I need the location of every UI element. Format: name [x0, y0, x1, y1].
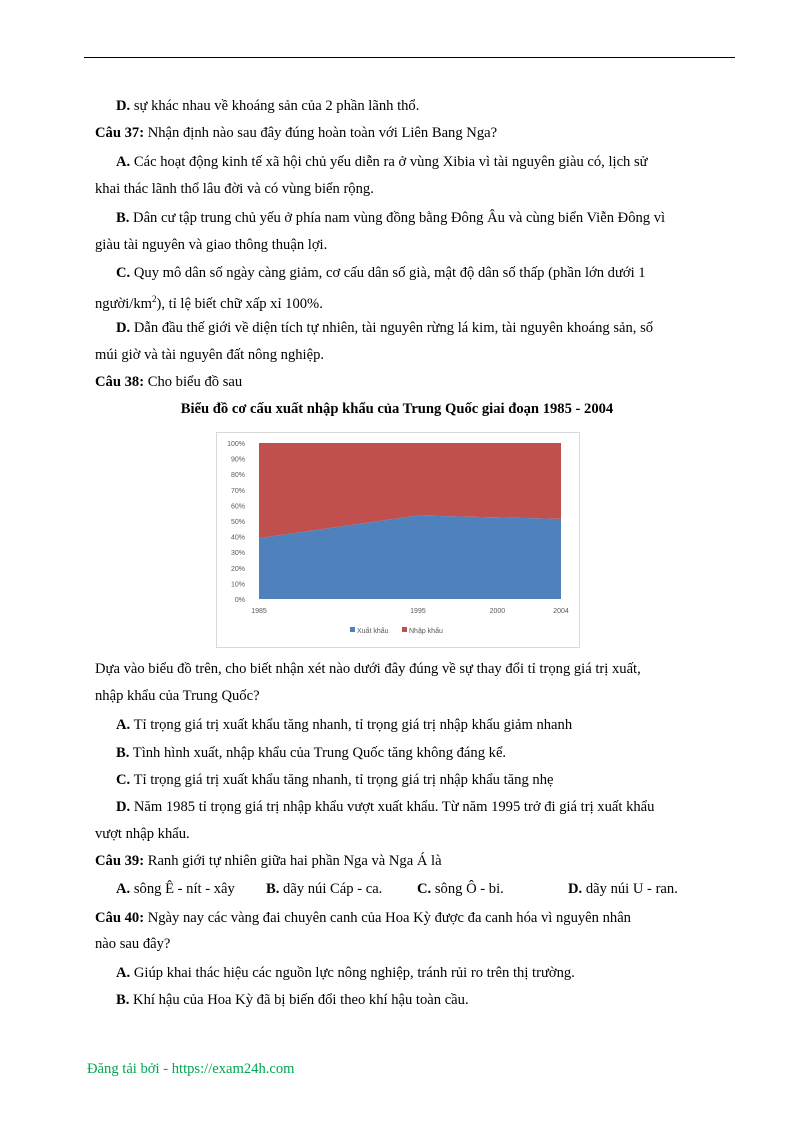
x-tick-label: 1995: [410, 608, 426, 615]
q38-question: Dựa vào biểu đồ trên, cho biết nhận xét nào dưới đây đúng về sự thay đổi tỉ trọng giá trị xuất,: [95, 661, 641, 677]
q38-option-a: A. Tỉ trọng giá trị xuất khẩu tăng nhanh, tỉ trọng giá trị nhập khẩu giảm nhanh: [116, 717, 573, 733]
q38-stem: Câu 38: Cho biểu đồ sau: [95, 374, 243, 390]
y-tick-label: 0%: [234, 597, 245, 604]
x-tick-label: 2004: [553, 608, 569, 615]
q37-option-d: D. Dẫn đầu thế giới về diện tích tự nhiên, tài nguyên rừng lá kim, tài nguyên khoáng sản, số: [116, 320, 654, 336]
area-chart: [217, 433, 579, 647]
chart-container: [216, 432, 580, 648]
q38-option-d: D. Năm 1985 tỉ trọng giá trị nhập khẩu vượt xuất khẩu. Từ năm 1995 trở đi giá trị xuất khẩu: [116, 799, 655, 815]
q39-stem: Câu 39: Ranh giới tự nhiên giữa hai phần Nga và Nga Á là: [95, 853, 442, 869]
legend-label-0: Xuất khẩu: [357, 628, 389, 635]
q39-option-c: C. sông Ô - bi.: [417, 881, 504, 897]
q38-option-c: C. Tỉ trọng giá trị xuất khẩu tăng nhanh, tỉ trọng giá trị nhập khẩu tăng nhẹ: [116, 772, 554, 788]
q39-option-a: A. sông Ê - nít - xây: [116, 881, 235, 897]
y-tick-label: 80%: [230, 472, 245, 480]
y-tick-label: 50%: [230, 519, 245, 526]
y-tick-label: 40%: [230, 534, 245, 542]
y-tick-label: 20%: [230, 565, 245, 573]
q37-stem: Câu 37: Nhận định nào sau đây đúng hoàn toàn với Liên Bang Nga?: [95, 125, 498, 141]
q38-question-cont: nhập khẩu của Trung Quốc?: [95, 688, 260, 704]
y-tick-label: 30%: [230, 550, 245, 558]
q37-option-c-cont: người/$km^2$), tỉ lệ biết chữ xấp xỉ 100%.: [95, 294, 323, 312]
q36-option-d: D. sự khác nhau về khoáng sản của 2 phần lãnh thổ.: [116, 98, 420, 114]
q39-option-d: D. dãy núi U - ran.: [568, 881, 678, 897]
q38-option-d-cont: vượt nhập khẩu.: [95, 826, 190, 842]
legend-label-1: Nhập khẩu: [409, 628, 443, 635]
q40-option-a: A. Giúp khai thác hiệu các nguồn lực nông nghiệp, tránh rủi ro trên thị trường.: [116, 965, 575, 981]
y-tick-label: 60%: [230, 503, 245, 511]
q40-stem-cont: nào sau đây?: [95, 936, 171, 952]
q40-stem: Câu 40: Ngày nay các vàng đai chuyên canh của Hoa Kỳ được đa canh hóa vì nguyên nhân: [95, 910, 631, 926]
y-tick-label: 10%: [230, 581, 245, 589]
footer-credit: Đăng tải bởi - https://exam24h.com: [87, 1061, 295, 1077]
q37-option-a-cont: khai thác lãnh thổ lâu đời và có vùng biển rộng.: [95, 181, 374, 197]
x-tick-label: 1985: [251, 608, 267, 615]
y-tick-label: 70%: [230, 487, 245, 495]
q39-option-b: B. dãy núi Cáp - ca.: [266, 881, 383, 897]
legend-swatch-1: [402, 627, 407, 632]
q37-option-d-cont: múi giờ và tài nguyên đất nông nghiệp.: [95, 347, 325, 363]
q37-option-b-cont: giàu tài nguyên và giao thông thuận lợi.: [95, 237, 328, 253]
legend-swatch-0: [350, 627, 355, 632]
q37-option-b: B. Dân cư tập trung chủ yếu ở phía nam vùng đồng bằng Đông Âu và cùng biển Viễn Đông vì: [116, 210, 666, 226]
q40-option-b: B. Khí hậu của Hoa Kỳ đã bị biến đổi theo khí hậu toàn cầu.: [116, 992, 469, 1008]
q37-option-a: A. Các hoạt động kinh tế xã hội chủ yếu diễn ra ở vùng Xibia vì tài nguyên giàu có, lịch sử: [116, 154, 648, 170]
chart-title: Biểu đồ cơ cấu xuất nhập khẩu của Trung Quốc giai đoạn 1985 - 2004: [180, 401, 614, 417]
q37-option-c: C. Quy mô dân số ngày càng giảm, cơ cấu dân số già, mật độ dân số thấp (phần lớn dưới 1: [116, 265, 646, 281]
y-tick-label: 90%: [230, 456, 245, 464]
y-tick-label: 100%: [227, 441, 245, 448]
header-rule: [84, 57, 735, 58]
x-tick-label: 2000: [489, 608, 506, 615]
q38-option-b: B. Tình hình xuất, nhập khẩu của Trung Quốc tăng không đáng kể.: [116, 745, 507, 761]
